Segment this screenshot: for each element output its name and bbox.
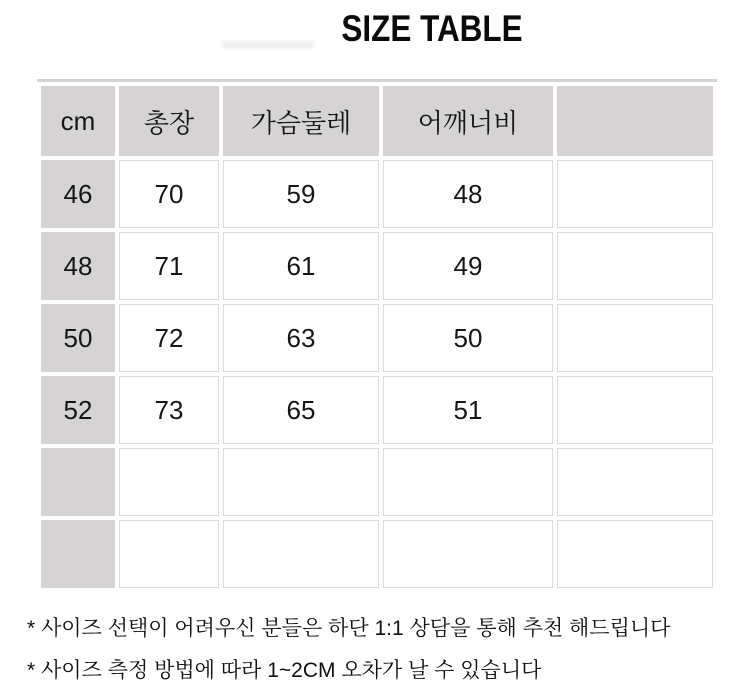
size-value-cell [119,448,219,516]
size-label: 50 [41,304,115,372]
table-row-empty [41,448,713,516]
size-value-cell: 51 [383,376,553,444]
size-value-cell [557,376,713,444]
column-header-unit: cm [41,86,115,156]
size-value-cell: 65 [223,376,379,444]
column-header-length: 총장 [119,86,219,156]
column-header-shoulder: 어깨너비 [383,86,553,156]
size-value-cell [223,448,379,516]
size-value-cell: 63 [223,304,379,372]
size-label: 52 [41,376,115,444]
size-value-cell: 72 [119,304,219,372]
size-value-cell [557,232,713,300]
size-value-cell: 48 [383,160,553,228]
size-value-cell [119,520,219,588]
size-value-cell: 70 [119,160,219,228]
column-header-empty [557,86,713,156]
footnote-size-tolerance: * 사이즈 측정 방법에 따라 1~2CM 오차가 날 수 있습니다 [27,659,542,682]
size-value-cell [557,448,713,516]
size-label [41,448,115,516]
size-value-cell [557,160,713,228]
page-title: SIZE TABLE [341,8,523,49]
column-header-chest: 가슴둘레 [223,86,379,156]
faint-watermark [222,41,314,49]
size-label [41,520,115,588]
header-row [41,86,713,156]
table-row [41,376,713,444]
size-label: 46 [41,160,115,228]
size-value-cell: 73 [119,376,219,444]
size-value-cell: 61 [223,232,379,300]
table-row-empty [41,520,713,588]
size-value-cell: 71 [119,232,219,300]
size-value-cell: 59 [223,160,379,228]
footnote-size-consult: * 사이즈 선택이 어려우신 분들은 하단 1:1 상담을 통해 추천 해드립니다 [27,617,671,640]
size-value-cell [223,520,379,588]
size-value-cell: 49 [383,232,553,300]
size-value-cell [557,520,713,588]
size-value-cell [383,520,553,588]
table-row [41,304,713,372]
table-row [41,232,713,300]
size-value-cell [383,448,553,516]
size-table [37,79,717,592]
table-row [41,160,713,228]
size-label: 48 [41,232,115,300]
size-value-cell [557,304,713,372]
size-value-cell: 50 [383,304,553,372]
